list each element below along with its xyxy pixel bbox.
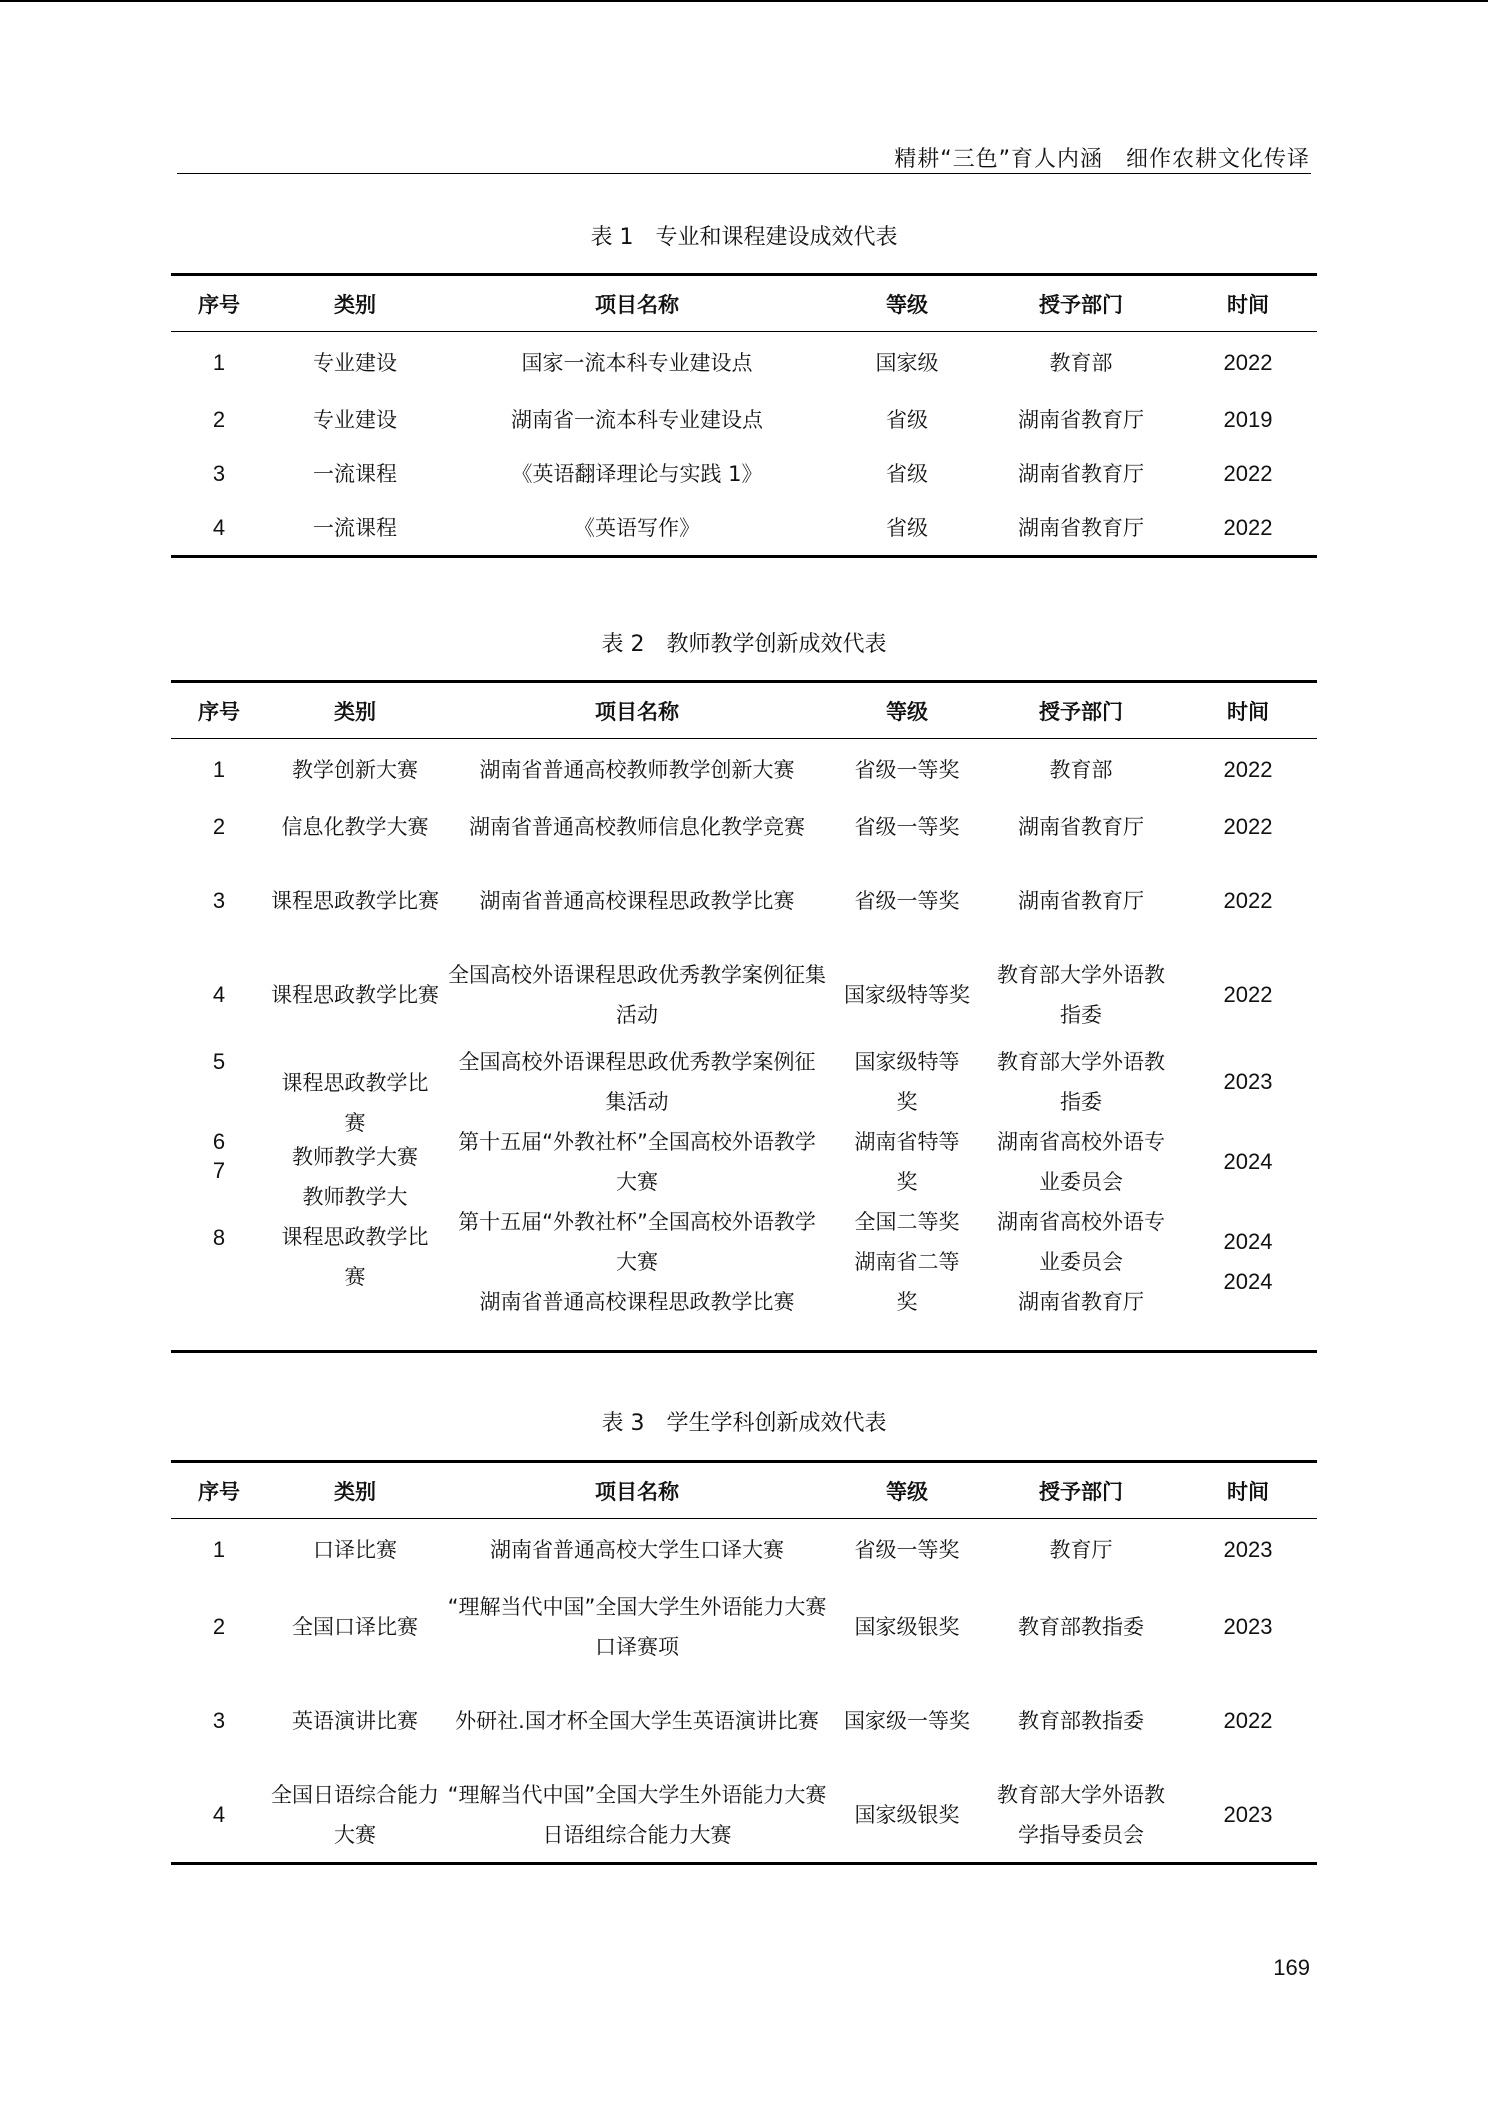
col-seq: 序号 — [171, 682, 267, 739]
dept-line: 教育部大学外语教 — [997, 1050, 1165, 1074]
col-year: 时间 — [1179, 275, 1317, 332]
cell-dept: 教育厅 — [1049, 1537, 1113, 1562]
cat-line: 赛 — [344, 1111, 366, 1135]
dept-line: 湖南省高校外语专 — [997, 1130, 1165, 1154]
header-rule — [177, 173, 1311, 174]
cell-seq: 4 — [212, 1802, 226, 1827]
table3 — [171, 1460, 1317, 1865]
dept-line: 湖南省高校外语专 — [997, 1210, 1165, 1234]
table1-header-row — [171, 275, 1317, 332]
level-line: 湖南省二等 — [854, 1250, 960, 1274]
cell-seq: 3 — [212, 461, 226, 486]
cat-line: 课程思政教学比 — [281, 1225, 429, 1249]
cell-seq: 3 — [212, 1708, 226, 1733]
dept-line: 业委员会 — [1039, 1170, 1123, 1194]
dept-line: 湖南省教育厅 — [1018, 1290, 1144, 1314]
table-row — [171, 948, 1317, 1042]
year-line: 2024 — [1223, 1269, 1273, 1294]
cell-year: 2022 — [1223, 1708, 1273, 1733]
cell-dept: 湖南省教育厅 — [1018, 462, 1144, 486]
table-row — [171, 800, 1317, 854]
cell-seq: 1 — [212, 349, 226, 375]
col-level: 等级 — [831, 682, 983, 739]
cell-dept: 教育部大学外语教学指导委员会 — [997, 1783, 1165, 1847]
cell-category: 全国口译比赛 — [292, 1615, 418, 1639]
col-project: 项目名称 — [443, 682, 831, 739]
cell-level: 国家级特等奖 — [844, 983, 970, 1007]
cell-year: 2022 — [1223, 982, 1273, 1007]
col-category: 类别 — [267, 682, 443, 739]
proj-line: 全国高校外语课程思政优秀教学案例征 — [458, 1050, 816, 1074]
col-dept: 授予部门 — [983, 275, 1179, 332]
proj-line: 第十五届“外教社杯”全国高校外语教学 — [458, 1130, 816, 1154]
col-dept: 授予部门 — [983, 1462, 1179, 1519]
cell-project: 湖南省普通高校教师信息化教学竞赛 — [469, 815, 805, 839]
cell-dept: 教育部 — [1049, 757, 1113, 782]
table-row — [171, 854, 1317, 948]
year-line: 2024 — [1223, 1149, 1273, 1174]
level-line: 奖 — [896, 1170, 918, 1194]
cell-category: 专业建设 — [313, 408, 397, 432]
table-row — [171, 332, 1317, 394]
cell-seq: 2 — [212, 1614, 226, 1639]
dept-line: 业委员会 — [1039, 1250, 1123, 1274]
level-line: 奖 — [896, 1090, 918, 1114]
cell-category: 课程思政教学比赛 — [271, 983, 439, 1007]
cat-line: 课程思政教学比 — [281, 1071, 429, 1095]
table-row — [171, 1768, 1317, 1864]
table3-header-row — [171, 1462, 1317, 1519]
col-level: 等级 — [831, 1462, 983, 1519]
col-project: 项目名称 — [443, 1462, 831, 1519]
cell-project: 国家一流本科专业建设点 — [521, 350, 753, 375]
cell-dept: 教育部大学外语教指委 — [997, 963, 1165, 1027]
table-row — [171, 1674, 1317, 1768]
cell-category: 一流课程 — [313, 462, 397, 486]
level-line: 全国二等奖 — [854, 1210, 960, 1234]
cell-category: 信息化教学大赛 — [281, 815, 429, 839]
cell-level: 省级 — [886, 462, 928, 486]
cell-level: 国家级 — [875, 350, 939, 375]
table3-caption: 表 3 学生学科创新成效代表 — [601, 1411, 887, 1436]
cell-seq: 2 — [212, 814, 226, 839]
cell-seq: 2 — [212, 407, 226, 432]
cell-year: 2022 — [1223, 888, 1273, 913]
cell-level: 省级一等奖 — [854, 757, 960, 782]
cell-category: 课程思政教学比赛 — [271, 889, 439, 913]
cell-year: 2022 — [1223, 349, 1273, 375]
cell-project: 外研社.国才杯全国大学生英语演讲比赛 — [455, 1709, 819, 1733]
cell-level: 国家级银奖 — [854, 1615, 960, 1639]
col-level: 等级 — [831, 275, 983, 332]
cell-category: 英语演讲比赛 — [292, 1709, 418, 1733]
cell-year: 2022 — [1223, 814, 1273, 839]
cell-level: 省级一等奖 — [854, 889, 960, 913]
cell-project: 《英语写作》 — [574, 516, 700, 540]
table-row-overlap — [171, 1042, 1317, 1352]
col-year: 时间 — [1179, 682, 1317, 739]
cell-dept: 教育部教指委 — [1018, 1709, 1144, 1733]
cell-year: 2023 — [1223, 1614, 1273, 1639]
seq-6: 6 — [212, 1129, 226, 1154]
cell-dept: 教育部教指委 — [1018, 1615, 1144, 1639]
level-line: 奖 — [896, 1290, 918, 1314]
cell-seq: 3 — [212, 888, 226, 913]
cell-project: 《英语翻译理论与实践 1》 — [511, 462, 763, 486]
proj-line: 大赛 — [616, 1170, 658, 1194]
col-category: 类别 — [267, 1462, 443, 1519]
cell-level: 省级 — [886, 516, 928, 540]
cell-dept: 教育部 — [1049, 350, 1113, 375]
year-line: 2023 — [1223, 1069, 1273, 1094]
cell-year: 2022 — [1223, 461, 1273, 486]
seq-5: 5 — [212, 1049, 226, 1074]
cell-seq: 4 — [212, 515, 226, 540]
cell-project: 湖南省普通高校课程思政教学比赛 — [479, 889, 795, 913]
cell-seq: 1 — [212, 1536, 226, 1562]
cell-year: 2023 — [1223, 1536, 1273, 1562]
cat-line: 教师教学大赛 — [292, 1145, 418, 1169]
table2-header-row — [171, 682, 1317, 739]
col-year: 时间 — [1179, 1462, 1317, 1519]
cat-line: 赛 — [344, 1265, 366, 1289]
col-project: 项目名称 — [443, 275, 831, 332]
top-border — [0, 0, 1488, 2]
table-row — [171, 739, 1317, 801]
table2-caption: 表 2 教师教学创新成效代表 — [601, 632, 887, 657]
table-row — [171, 501, 1317, 557]
cell-category: 专业建设 — [313, 350, 397, 375]
level-line: 湖南省特等 — [854, 1130, 960, 1154]
cell-seq: 4 — [212, 982, 226, 1007]
proj-line: 集活动 — [605, 1090, 669, 1114]
proj-line: 第十五届“外教社杯”全国高校外语教学 — [458, 1210, 816, 1234]
cell-category: 一流课程 — [313, 516, 397, 540]
table1-caption: 表 1 专业和课程建设成效代表 — [590, 225, 898, 250]
cell-year: 2019 — [1223, 407, 1273, 432]
col-dept: 授予部门 — [983, 682, 1179, 739]
cell-level: 省级 — [886, 408, 928, 432]
cell-project: “理解当代中国”全国大学生外语能力大赛日语组综合能力大赛 — [447, 1783, 827, 1847]
cell-seq: 1 — [212, 756, 226, 782]
cell-category: 口译比赛 — [313, 1537, 397, 1562]
cell-level: 国家级银奖 — [854, 1803, 960, 1827]
col-seq: 序号 — [171, 1462, 267, 1519]
table1 — [171, 273, 1317, 558]
table-row — [171, 1580, 1317, 1674]
table-row — [171, 1519, 1317, 1581]
seq-7: 7 — [212, 1158, 226, 1183]
cell-dept: 湖南省教育厅 — [1018, 889, 1144, 913]
cell-project: 湖南省普通高校教师教学创新大赛 — [479, 757, 795, 782]
cell-year: 2022 — [1223, 515, 1273, 540]
cell-project: 湖南省一流本科专业建设点 — [511, 408, 763, 432]
col-category: 类别 — [267, 275, 443, 332]
cat-line: 教师教学大 — [302, 1185, 408, 1209]
cell-year: 2023 — [1223, 1802, 1273, 1827]
table-row — [171, 447, 1317, 501]
cell-dept: 湖南省教育厅 — [1018, 815, 1144, 839]
cell-project: “理解当代中国”全国大学生外语能力大赛口译赛项 — [447, 1595, 827, 1659]
cell-category: 全国日语综合能力大赛 — [271, 1783, 439, 1847]
cell-level: 省级一等奖 — [854, 815, 960, 839]
dept-line: 指委 — [1060, 1090, 1102, 1114]
proj-line: 大赛 — [616, 1250, 658, 1274]
cell-year: 2022 — [1223, 756, 1273, 782]
proj-line: 湖南省普通高校课程思政教学比赛 — [479, 1290, 795, 1314]
page-number: 169 — [1273, 1955, 1310, 1980]
cell-dept: 湖南省教育厅 — [1018, 516, 1144, 540]
cell-dept: 湖南省教育厅 — [1018, 408, 1144, 432]
year-line: 2024 — [1223, 1229, 1273, 1254]
col-seq: 序号 — [171, 275, 267, 332]
cell-category: 教学创新大赛 — [292, 757, 418, 782]
running-header: 精耕“三色”育人内涵 细作农耕文化传译 — [894, 147, 1310, 172]
cell-level: 省级一等奖 — [854, 1537, 960, 1562]
cell-project: 全国高校外语课程思政优秀教学案例征集活动 — [448, 963, 826, 1027]
cell-level: 国家级一等奖 — [844, 1709, 970, 1733]
table-row — [171, 393, 1317, 447]
table2 — [171, 680, 1317, 1353]
cell-project: 湖南省普通高校大学生口译大赛 — [490, 1537, 784, 1562]
seq-8: 8 — [212, 1225, 226, 1250]
level-line: 国家级特等 — [854, 1050, 960, 1074]
